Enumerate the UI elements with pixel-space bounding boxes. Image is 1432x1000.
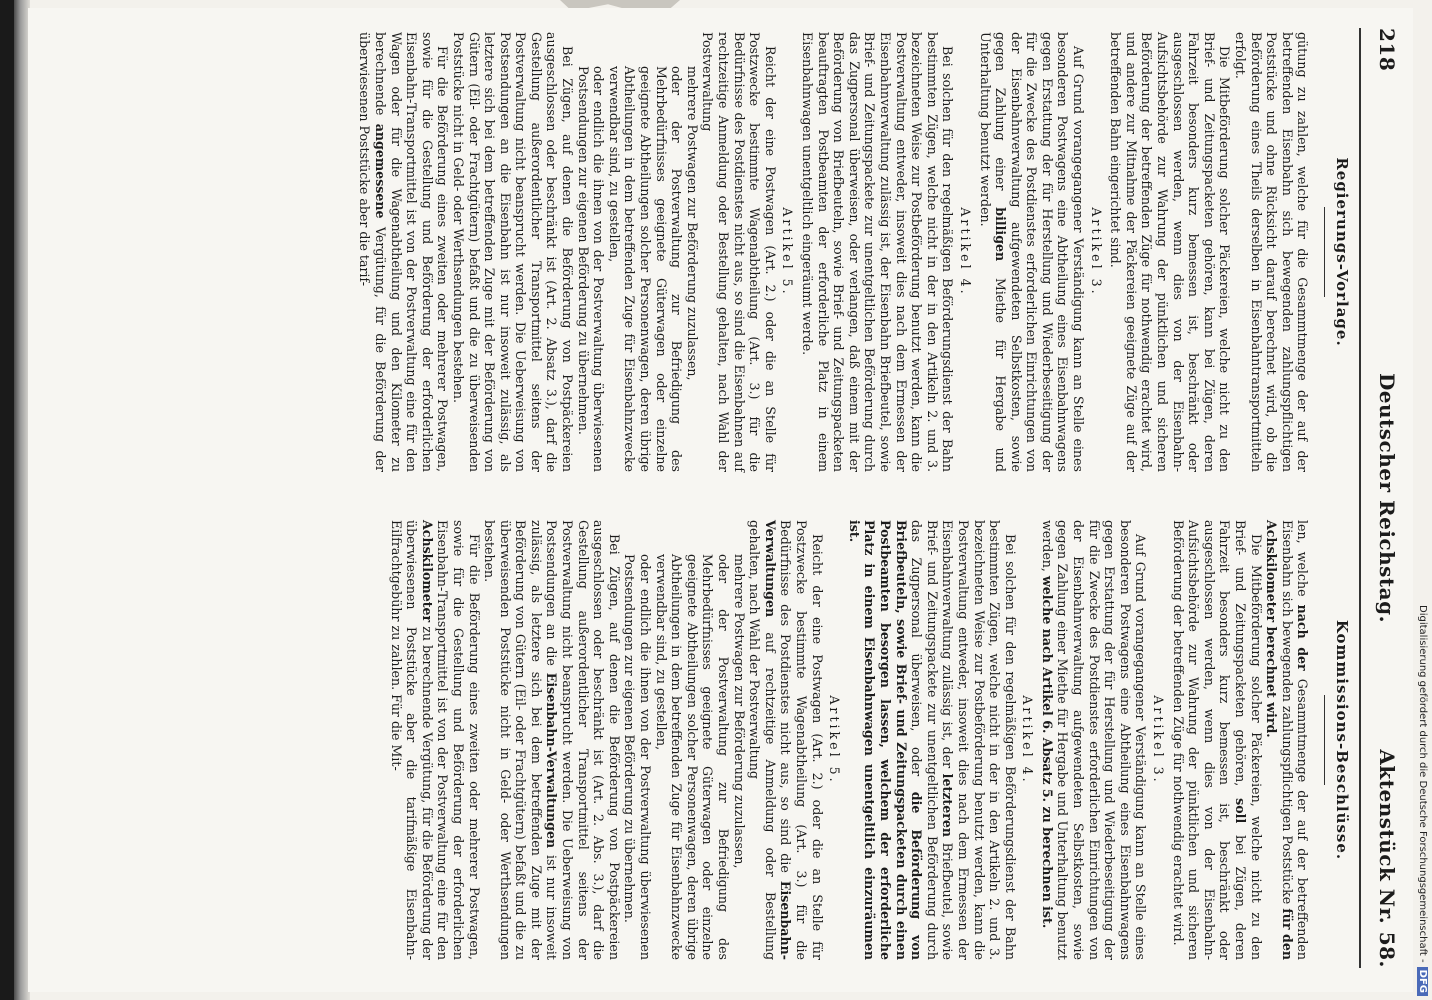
paragraph: Bei Zügen, auf denen die Beförderung von Postpäckereien ausgeschlossen oder beschränkt ist (Art. 2. Absatz 3.), darf die Gestellung außerordentlicher Transportmittel seitens der Postverwaltung nicht beansprucht werden. Die Ueberweisung von Postsendungen an die Eisenbahn ist nur insoweit zulässig, als letztere sich bei dem betreffenden Zuge mit der Beförderung von Gütern (Eil- oder Frachtgütern) befaßt und die zu überweisenden Poststücke nicht in Geld- oder Werthsendungen bestehen. <box>450 32 576 472</box>
page-header <box>1365 28 1405 968</box>
paragraph: Bei Zügen, auf denen die Beförderung von Postpäckereien ausgeschlossen oder beschränkt ist (Art. 2. Abs. 3.), darf die Gestellung außerordentlicher Transportmittel seitens der Postverwaltung nicht beansprucht werden. Die Ueberweisung von Postsendungen an die Eisenbahn-Verwaltungen ist nur insoweit zulässig, als letztere sich bei dem betreffenden Zuge mit der Beförderung von Gütern (Eil- oder Frachtgütern) befaßt und die zu überweisenden Poststücke nicht in Geld- oder Werthsendungen bestehen. <box>482 520 622 960</box>
paragraph: Bei solchen für den regelmäßigen Beförderungsdienst der Bahn bestimmten Zügen, welche nicht in der in den Artikeln 2. und 3. bezeichneten Weise zur Postbeförderung benutzt werden, kann die Postverwaltung entweder, insoweit dies nach dem Ermessen der Eisenbahnverwaltung zulässig ist, der letzteren Briefbeutel, sowie Brief- und Zeitungspackete zur unentgeltlichen Beförderung durch das Zugpersonal überweisen, oder die Beförderung von Briefbeuteln, sowie Brief- und Zeitungspacketen durch einen Postbeamten besorgen lassen, welchem der erforderliche Platz in einem Eisenbahnwagen unentgeltlich einzuräumen ist. <box>846 520 1018 960</box>
right-column-heading: Kommissions-Beschlüsse. <box>1324 520 1349 960</box>
running-title: Deutscher Reichstag. <box>1375 372 1399 624</box>
list-item: oder endlich die ihnen von der Postverwaltung überwiesenen Postsendungen zur eigenen Beförderung zu übernehmen. <box>575 66 607 472</box>
document-page <box>28 8 1413 992</box>
header-rule <box>1359 28 1361 968</box>
emphasis: billigen <box>993 207 1009 262</box>
article-heading: Artikel 5. <box>780 207 796 297</box>
emphasis: Eisenbahn-Verwaltungen <box>762 520 794 960</box>
article-heading: Artikel 4. <box>957 207 973 297</box>
paragraph: Auf Grund vorangegangener Verständigung kann an Stelle eines besonderen Postwagens eine Abtheilung eines Eisenbahnwagens gegen Erstattung der für Herstellung und Wiederbeseitigung der für die Zwecke des Postdienstes erforderlichen Einrichtungen von der Eisenbahnverwaltung aufgewendeten Selbstkosten, sowie gegen Zahlung einer billigen Miethe für Hergabe und Unterhaltung benutzt werden. <box>977 32 1087 472</box>
commission-decisions-column <box>388 520 1349 960</box>
article-heading: Artikel 3. <box>1088 207 1104 297</box>
page-number: 218 <box>1375 28 1399 72</box>
paragraph: Für die Beförderung eines zweiten oder mehrerer Postwagen, sowie für die Gestellung und Beförderung der erforderlichen Eisenbahn-Transportmittel ist von der Postverwaltung eine für den Wagen oder für die Wagenabtheilung und den Kilometer zu berechnende angemessene Vergütung, für die Beförderung der überwiesenen Poststücke aber die tarif- <box>357 32 451 472</box>
emphasis: für den Achskilometer berechnet wird. <box>1264 520 1295 960</box>
paragraph: gütung zu zahlen, welche für die Gesammtmenge der auf der betreffenden Eisenbahn sich bewegenden zahlungspflichtigen Poststücke und ohne Rücksicht darauf berechnet wird, ob die Beförderung eines Theils derselben in Eisenbahntransportmitteln erfolgt. <box>1233 32 1311 472</box>
credit-text: Digitalisierung gefördert durch die Deutsche Forschungsgemeinschaft - <box>1417 605 1428 963</box>
government-bill-column <box>357 32 1349 472</box>
article-heading: Artikel 3. <box>1151 695 1167 785</box>
emphasis: soll <box>1233 798 1249 824</box>
paragraph: Reicht der eine Postwagen (Art. 2.) oder die an Stelle für Postzwecke bestimmte Wagenabtheilung (Art. 3.) für die Bedürfnisse des Postdienstes nicht aus, so sind die Eisenbahnen auf rechtzeitige Anmeldung oder Bestellung gehalten, nach Wahl der Postverwaltung <box>700 32 778 472</box>
article-heading: Artikel 5. <box>827 695 843 785</box>
list-item: mehrere Postwagen zur Beförderung zuzulassen, <box>731 554 747 869</box>
emphasis: die Beförderung von Briefbeuteln, sowie Brief- und Zeitungspacketen durch einen Postbeamten besorgen lassen, welchem der erforderliche Platz in einem Eisenbahnwagen unentgeltlich einzuräumen ist. <box>846 520 925 960</box>
emphasis: welche nach Artikel 6. Absatz 5. zu berechnen ist. <box>1039 575 1055 929</box>
rotated-page-content <box>28 8 1413 992</box>
digitization-credit <box>1413 0 1432 1000</box>
list-item: oder endlich die ihnen von der Postverwaltung überwiesenen Postsendungen zur eigenen Beförderung zu übernehmen. <box>622 554 654 960</box>
paragraph: Reicht der eine Postwagen (Art. 2.) oder die an Stelle für Postzwecke bestimmte Wagenabtheilung (Art. 3.) für die Bedürfnisse des Postdienstes nicht aus, so sind die Eisenbahn-Verwaltungen auf rechtzeitige Anmeldung oder Bestellung gehalten, nach Wahl der Postverwaltung <box>747 520 825 960</box>
scan-dark-edge <box>0 0 14 1000</box>
paragraph: Die Mitbeförderung solcher Päckereien, welche nicht zu den Brief- und Zeitungspacketen gehören, kann bei Zügen, deren Fahrzeit besonders kurz bemessen ist, beschränkt oder ausgeschlossen werden, wenn dies von der Eisenbahn-Aufsichtsbehörde zur Wahrung der pünktlichen und sicheren Beförderung der betreffenden Züge für nothwendig erachtet wird, und andere zur Mitnahme der Päckereien geeignete Züge auf der betreffenden Bahn eingerichtet sind. <box>1108 32 1233 472</box>
emphasis: Achskilometer <box>419 520 435 623</box>
article-heading: Artikel 4. <box>1020 695 1036 785</box>
emphasis: angemessene <box>372 123 388 219</box>
emphasis: Eisenbahn-Verwaltungen <box>544 672 560 849</box>
emphasis: nach der <box>1295 604 1311 671</box>
paragraph: Für die Beförderung eines zweiten oder mehrerer Postwagen, sowie für die Gestellung und Beförderung der erforderlichen Eisenbahn-Transportmittel ist von der Postverwaltung eine für den Achskilometer zu berechnende Vergütung, für die Beförderung der überwiesenen Poststücke aber die tarifmäßige Eisenbahn-Eilfrachtgebühr zu zahlen. Für die Mit- <box>388 520 482 960</box>
document-reference: Aktenstück Nr. 58. <box>1375 749 1399 968</box>
left-column-heading: Regierungs-Vorlage. <box>1324 32 1349 472</box>
list-item: oder der Postverwaltung zur Befriedigung des Mehrbedürfnisses geeignete Güterwagen oder einzelne geeignete Abtheilungen solcher Personenwagen, deren übrige Abtheilungen in dem betreffenden Zuge für Eisenbahnzwecke verwendbar sind, zu gestellen, <box>653 554 732 960</box>
paragraph: Bei solchen für den regelmäßigen Beförderungsdienst der Bahn bestimmten Zügen, welche nicht in der in den Artikeln 2. und 3. bezeichneten Weise zur Postbeförderung benutzt werden, kann die Postverwaltung entweder, insoweit dies nach dem Ermessen der Eisenbahnverwaltung zulässig ist, der Eisenbahn Briefbeutel, sowie Brief- und Zeitungspackete zur unentgeltlichen Beförderung durch das Zugpersonal überweisen, oder verlangen, daß einem mit der Beförderung von Briefbeuteln, sowie Brief- und Zeitungspacketen beauftragten Postbeamten der erforderliche Platz in einem Eisenbahnwagen unentgeltlich eingeräumt werde. <box>800 32 956 472</box>
emphasis: letzteren <box>940 773 956 838</box>
paragraph: Die Mitbeförderung solcher Päckereien, welche nicht zu den Brief- und Zeitungspacketen gehören, soll bei Zügen, deren Fahrzeit besonders kurz bemessen ist, beschränkt oder ausgeschlossen werden, wenn dies von der Eisenbahn-Aufsichtsbehörde zur Wahrung der pünktlichen und sicheren Beförderung der betreffenden Züge für nothwendig erachtet wird. <box>1170 520 1264 960</box>
list-item: mehrere Postwagen zur Beförderung zuzulassen, <box>684 66 700 381</box>
paragraph: len, welche nach der Gesammtmenge der auf der betreffenden Eisenbahn sich bewegenden zahlungspflichtigen Poststücke für den Achskilometer berechnet wird. <box>1264 520 1311 960</box>
dfg-logo: DFG <box>1417 967 1428 996</box>
list-item: oder der Postverwaltung zur Befriedigung des Mehrbedürfnisses geeignete Güterwagen oder einzelne geeignete Abtheilungen solcher Personenwagen, deren übrige Abtheilungen in dem betreffenden Zuge für Eisenbahnzwecke verwendbar sind, zu gestellen, <box>606 66 685 472</box>
paragraph: Auf Grund vorangegangener Verständigung kann an Stelle eines besonderen Postwagens eine Abtheilung eines Eisenbahnwagens gegen Erstattung der für Herstellung und Wiederbeseitigung der für die Zwecke des Postdienstes erforderlichen Einrichtungen von der Eisenbahnverwaltung aufgewendeten Selbstkosten, sowie gegen Zahlung einer Miethe für Hergabe und Unterhaltung benutzt werden, welche nach Artikel 6. Absatz 5. zu berechnen ist. <box>1039 520 1149 960</box>
